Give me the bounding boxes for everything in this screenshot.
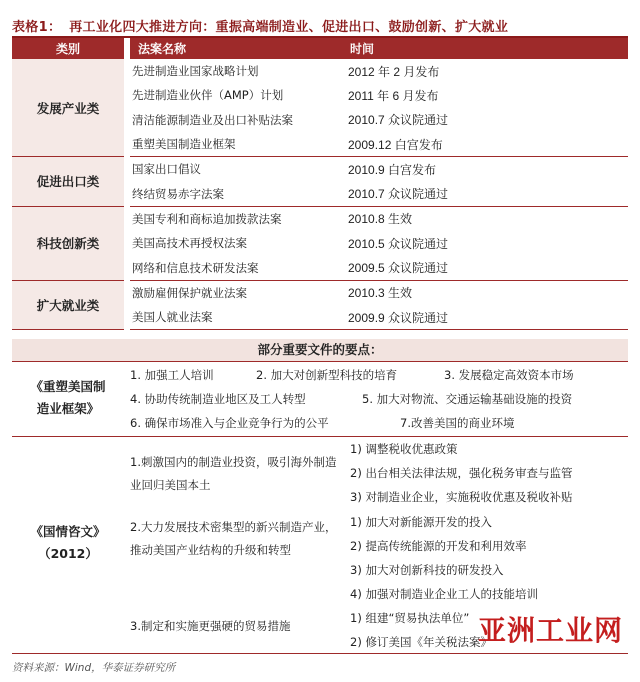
law-list <box>130 157 628 207</box>
law-list <box>130 59 628 157</box>
detail-item: 1) 组建“贸易执法单位” <box>350 611 470 625</box>
doc-reshape-framework <box>12 362 628 437</box>
point-item: 7.改善美国的商业环境 <box>400 416 515 430</box>
key-points-heading: 部分重要文件的要点： <box>12 339 628 362</box>
category-cell: 扩大就业类 <box>12 280 124 330</box>
law-name: 国家出口倡议 <box>132 162 201 177</box>
measure-item: 1.刺激国内的制造业投资，吸引海外制造业回归美国本土 <box>130 455 337 492</box>
law-date: 2010.7 众议院通过 <box>348 187 449 202</box>
table-row <box>130 181 628 205</box>
law-list <box>130 206 628 280</box>
table-row <box>130 108 628 132</box>
laws-table <box>12 38 628 330</box>
point-item: 1. 加强工人培训 <box>130 368 214 382</box>
table-title-text: 再工业化四大推进方向：重振高端制造业、促进出口、鼓励创新、扩大就业 <box>69 20 509 35</box>
table-row <box>130 305 628 329</box>
table-row <box>130 132 628 156</box>
law-list <box>130 280 628 330</box>
law-name: 先进制造业国家战略计划 <box>132 64 259 79</box>
law-name: 先进制造业伙伴（AMP）计划 <box>132 88 284 103</box>
law-date: 2010.3 生效 <box>348 286 413 301</box>
measure-item: 3.制定和实施更强硬的贸易措施 <box>130 619 291 633</box>
table-header-row <box>12 38 628 59</box>
table-row <box>130 83 628 107</box>
law-date: 2012 年 2 月发布 <box>348 64 440 79</box>
law-name: 激励雇佣保护就业法案 <box>132 285 247 300</box>
group-industry <box>12 59 628 157</box>
detail-item: 2) 提高传统能源的开发和利用效率 <box>350 539 527 553</box>
law-name: 终结贸易赤字法案 <box>132 186 224 201</box>
detail-item: 4) 加强对制造业企业工人的技能培训 <box>350 587 538 601</box>
table-title-label: 表格1： <box>12 20 62 35</box>
table-row <box>130 59 628 83</box>
watermark: 亚洲工业网 <box>478 614 624 647</box>
doc-name: 《国情咨文》 （2012） <box>30 524 106 561</box>
header-law-name: 法案名称 <box>130 38 342 59</box>
detail-item: 2) 出台相关法律法规，强化税务审查与监管 <box>350 466 573 480</box>
law-date: 2010.9 白宫发布 <box>348 162 437 177</box>
law-name: 网络和信息技术研发法案 <box>132 260 259 275</box>
detail-item: 3) 加大对创新科技的研发投入 <box>350 563 504 577</box>
law-name: 美国专利和商标追加拨款法案 <box>132 211 282 226</box>
header-category: 类别 <box>12 38 124 59</box>
table-row <box>130 231 628 255</box>
doc-name: 《重塑美国制 造业框架》 <box>30 379 106 416</box>
law-date: 2009.5 众议院通过 <box>348 261 449 276</box>
law-date: 2010.7 众议院通过 <box>348 113 449 128</box>
point-item: 4. 协助传统制造业地区及工人转型 <box>130 392 306 406</box>
group-export <box>12 157 628 207</box>
detail-item: 3) 对制造业企业，实施税收优惠及税收补贴 <box>350 490 573 504</box>
group-employment <box>12 280 628 330</box>
law-date: 2010.8 生效 <box>348 212 413 227</box>
table-row <box>130 255 628 279</box>
source-note: 资料来源：Wind，华泰证券研究所 <box>12 662 176 674</box>
point-item: 2. 加大对创新型科技的培育 <box>256 368 398 382</box>
law-name: 美国高技术再授权法案 <box>132 236 247 251</box>
point-item: 3. 发展稳定高效资本市场 <box>444 368 574 382</box>
measure-item: 2.大力发展技术密集型的新兴制造产业，推动美国产业结构的升级和转型 <box>130 520 337 557</box>
table-row <box>130 207 628 231</box>
law-date: 2009.12 白宫发布 <box>348 137 443 152</box>
point-item: 5. 加大对物流、交通运输基础设施的投资 <box>362 392 573 406</box>
detail-item: 1) 加大对新能源开发的投入 <box>350 515 492 529</box>
group-innovation <box>12 206 628 280</box>
law-date: 2011 年 6 月发布 <box>348 88 439 103</box>
law-date: 2009.9 众议院通过 <box>348 310 449 325</box>
law-name: 美国人就业法案 <box>132 310 213 325</box>
category-cell: 科技创新类 <box>12 206 124 280</box>
detail-item: 1) 调整税收优惠政策 <box>350 442 458 456</box>
header-date: 时间 <box>342 38 628 59</box>
point-item: 6. 确保市场准入与企业竞争行为的公平 <box>130 416 329 430</box>
table-row <box>130 281 628 305</box>
category-cell: 促进出口类 <box>12 157 124 207</box>
detail-item: 2) 修订美国《年关税法案》 <box>350 635 492 649</box>
law-name: 重塑美国制造业框架 <box>132 137 236 152</box>
table-row <box>130 157 628 181</box>
law-date: 2010.5 众议院通过 <box>348 236 449 251</box>
law-name: 清洁能源制造业及出口补贴法案 <box>132 112 293 127</box>
category-cell: 发展产业类 <box>12 59 124 157</box>
table-title <box>12 16 508 35</box>
